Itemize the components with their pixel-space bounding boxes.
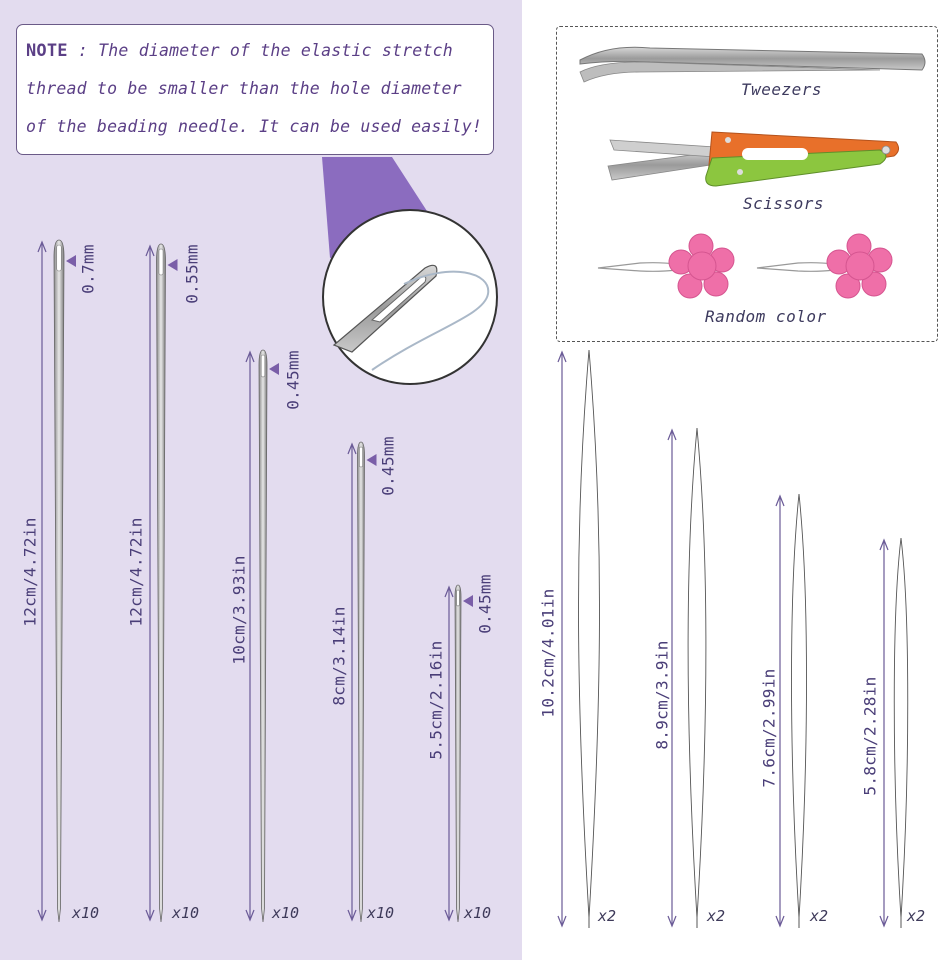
wire-needle-1-qty-label: x2 <box>598 907 617 925</box>
needle-2-qty-label: x10 <box>172 904 200 922</box>
wire-needle-2 <box>668 428 706 928</box>
tweezers-label: Tweezers <box>741 80 823 99</box>
twisted-wire-needles <box>558 350 908 928</box>
needle-4-eye-label: 0.45mm <box>378 436 398 496</box>
needle-1-eye-label: 0.7mm <box>78 244 98 294</box>
wire-needle-4-length-label: 5.8cm/2.28in <box>860 676 880 796</box>
scissors-label: Scissors <box>743 194 825 213</box>
magnifier-callout <box>322 157 497 384</box>
threader-label: Random color <box>705 307 827 326</box>
needle-3-qty-label: x10 <box>272 904 300 922</box>
wire-needle-3-length-label: 7.6cm/2.99in <box>759 668 779 788</box>
flower-threader-icon <box>757 234 892 298</box>
wire-needle-1-length-label: 10.2cm/4.01in <box>538 588 558 718</box>
big-eye-needle-1 <box>38 240 76 922</box>
big-eye-needle-3 <box>246 350 279 922</box>
big-eye-needle-4 <box>348 442 377 922</box>
wire-needle-4-qty-label: x2 <box>907 907 926 925</box>
wire-needle-2-length-label: 8.9cm/3.9in <box>652 640 672 750</box>
wire-needle-2-qty-label: x2 <box>707 907 726 925</box>
flower-threader-icon <box>598 234 734 298</box>
needle-4-length-label: 8cm/3.14in <box>329 606 349 706</box>
big-eye-needle-5 <box>445 585 473 922</box>
tweezers-icon <box>580 47 925 82</box>
needle-2-length-label: 12cm/4.72in <box>126 517 146 627</box>
needle-5-length-label: 5.5cm/2.16in <box>426 640 446 760</box>
wire-needle-3 <box>776 494 807 928</box>
scissors-icon <box>608 132 899 186</box>
note-line-2: thread to be smaller than the hole diameter <box>26 79 462 98</box>
big-eye-needle-2 <box>146 244 178 922</box>
needle-5-qty-label: x10 <box>464 904 492 922</box>
needle-3-length-label: 10cm/3.93in <box>229 555 249 665</box>
wire-needle-1 <box>558 350 600 928</box>
needle-2-eye-label: 0.55mm <box>182 244 202 304</box>
needle-3-eye-label: 0.45mm <box>283 350 303 410</box>
note-head: NOTE <box>26 41 68 61</box>
needle-1-length-label: 12cm/4.72in <box>20 517 40 627</box>
needle-4-qty-label: x10 <box>367 904 395 922</box>
needle-5-eye-label: 0.45mm <box>475 574 495 634</box>
needle-1-qty-label: x10 <box>72 904 100 922</box>
wire-needle-4 <box>880 538 908 928</box>
note-line-3: of the beading needle. It can be used easily! <box>26 117 483 136</box>
note-line-1-text: : The diameter of the elastic stretch <box>77 41 453 60</box>
wire-needle-3-qty-label: x2 <box>810 907 829 925</box>
